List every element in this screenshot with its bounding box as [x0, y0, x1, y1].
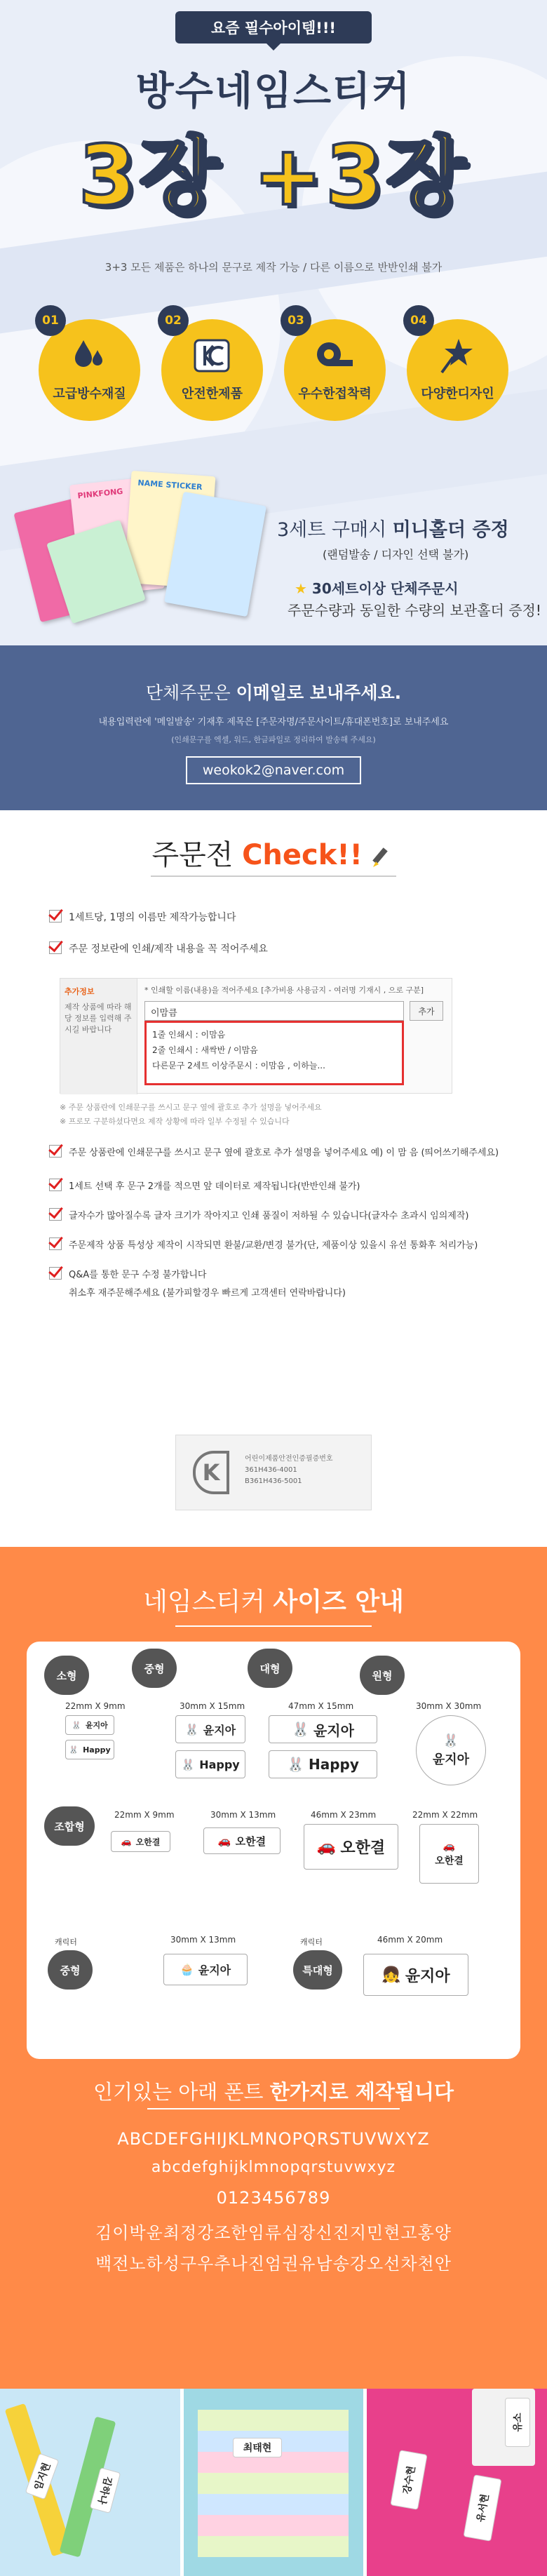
sticker-sets-image	[15, 459, 275, 624]
car-icon: 🚗	[121, 1837, 132, 1846]
check-mark-icon	[49, 1208, 62, 1221]
check-item: 글자수가 많아질수록 글자 크기가 작아지고 인쇄 품질이 저하될 수 있습니다(글자수 초과시 임의제작)	[49, 1208, 468, 1221]
divider	[151, 876, 396, 877]
cupcake-icon: 🧁	[180, 1963, 194, 1976]
feature-label: 안전한제품	[182, 387, 243, 401]
product-photo	[184, 2389, 363, 2576]
feature-number: 03	[281, 305, 311, 336]
sticker-sample: 🐰 윤지아	[65, 1715, 114, 1735]
divider	[147, 2108, 400, 2109]
check-mark-icon	[49, 1145, 62, 1158]
kc-certification	[175, 1435, 372, 1510]
form-header: * 인쇄할 이름(내용)을 적어주세요 [추가비용 사용금지 - 여러명 기재시 , 으로 구분]	[144, 986, 424, 995]
feature-item	[403, 305, 512, 421]
feature-item	[35, 305, 144, 421]
sticker-sample: 👧 윤지아	[363, 1954, 468, 1996]
kc-number: 361H436-4001	[245, 1466, 297, 1474]
add-button[interactable]: 추가	[410, 1001, 443, 1021]
bunny-icon: 🐰	[72, 1720, 81, 1730]
car-icon: 🚗	[443, 1840, 456, 1852]
name-tag: 유소	[505, 2398, 530, 2447]
check-item: Q&A를 통한 문구 수정 불가합니다	[49, 1267, 207, 1280]
size-badge: 소형	[44, 1656, 89, 1695]
product-photo	[0, 2389, 180, 2576]
name-tag: 임지현	[25, 2453, 60, 2500]
sticker-sample: 🧁 윤지아	[163, 1954, 248, 1985]
hero-badge: 요즘 필수아이템!!!	[175, 11, 372, 43]
feature-number: 04	[403, 305, 434, 336]
sticker-sample: 🚗 오한결	[111, 1831, 170, 1852]
feature-list	[35, 305, 512, 424]
check-item: 주문 상품란에 인쇄문구를 쓰시고 문구 옆에 괄호로 추가 설명을 넣어주세요 예) 이 맘 음 (띄어쓰기해주세요)	[49, 1145, 499, 1158]
bunny-icon: 🐰	[287, 1756, 304, 1773]
sticker-set-image: PINKFONG	[69, 476, 165, 597]
size-dimension: 22mm X 9mm	[65, 1701, 126, 1711]
bunny-icon: 🐰	[181, 1757, 196, 1771]
bunny-icon: 🐰	[69, 1745, 79, 1755]
check-item: 주문 정보란에 인쇄/제작 내용을 꼭 적어주세요	[49, 941, 268, 955]
check-mark-icon	[49, 910, 62, 923]
sticker-sample: 🐰 Happy	[175, 1750, 245, 1778]
check-mark-icon	[49, 1267, 62, 1280]
size-dimension: 30mm X 15mm	[180, 1701, 245, 1711]
size-guide-section	[0, 1547, 547, 2389]
bunny-icon: 🐰	[443, 1733, 459, 1748]
sticker-sample: 🐰 윤지아	[175, 1715, 245, 1743]
sticker-set-image: NAME STICKER	[124, 471, 216, 589]
pencil-icon	[372, 845, 396, 868]
sticker-sample: 🐰 Happy	[269, 1750, 377, 1778]
feature-number: 01	[35, 305, 66, 336]
feature-item	[158, 305, 266, 421]
check-extra-note: 취소후 재주문해주세요 (불가피할경우 빠르게 고객센터 연락바랍니다)	[69, 1288, 346, 1299]
promo-title: 3세트 구매시 미니홀더 증정	[277, 519, 509, 541]
kc-label: 어린이제품안전인증필증번호	[245, 1455, 333, 1463]
hero-subtitle: 3+3 모든 제품은 하나의 문구로 제작 가능 / 다른 이름으로 반반인쇄 불가	[104, 261, 443, 274]
hero-section	[0, 0, 547, 754]
font-sample-lower: abcdefghijklmnopqrstuvwxyz	[151, 2159, 396, 2176]
car-icon: 🚗	[316, 1838, 337, 1856]
font-sample-hangul: 백전노하성구우추나진엄권유남송강오선차천안	[95, 2254, 452, 2274]
check-mark-icon	[49, 941, 62, 954]
check-item: 1세트 선택 후 문구 2개를 적으면 앞 데이터로 제작됩니다(반반인쇄 불가)	[49, 1179, 360, 1192]
font-sample-hangul: 김이박윤최정강조한임류심장신진지민현고홍양	[95, 2223, 452, 2243]
size-dimension: 47mm X 15mm	[288, 1701, 354, 1711]
tape-roll-icon	[313, 335, 356, 377]
input-examples: 1줄 인쇄시 : 이맘음 2줄 인쇄시 : 새싹반 / 이맘음 다른문구 2세트 이상주문시 : 이맘음 , 이하늘...	[144, 1021, 404, 1085]
kc-safety-icon	[191, 335, 233, 377]
size-badge: 중형	[132, 1649, 177, 1688]
bunny-icon: 🐰	[184, 1722, 199, 1736]
size-dimension: 22mm X 9mm	[114, 1810, 175, 1820]
size-badge: 특대형	[293, 1950, 342, 1990]
check-title: 주문전 Check!!	[0, 833, 547, 873]
size-dimension: 22mm X 22mm	[412, 1810, 478, 1820]
form-side-info: 추가정보 제작 상품에 따라 해당 정보를 입력해 주시길 바랍니다	[60, 979, 137, 1094]
font-sample-digits: 0123456789	[216, 2188, 331, 2208]
sticker-sample: 🚗 오한결	[203, 1827, 281, 1854]
feature-item	[281, 305, 389, 421]
check-mark-icon	[49, 1179, 62, 1191]
size-prefix: 캐릭터	[300, 1938, 323, 1947]
hero-title: 방수네임스티커	[135, 69, 412, 114]
feature-label: 우수한접착력	[298, 387, 372, 401]
form-note: ※ 프로모 구분하셨다면요 제작 상황에 따라 일부 수정될 수 있습니다	[60, 1117, 290, 1126]
size-badge: 조합형	[44, 1806, 95, 1846]
name-tag: 강수현	[390, 2450, 427, 2510]
size-badge: 원형	[360, 1656, 405, 1695]
check-mark-icon	[49, 1237, 62, 1250]
group-order-note: (인쇄문구를 엑셀, 워드, 한글파일로 정리하여 발송해 주세요)	[171, 735, 376, 744]
feature-label: 고급방수재질	[53, 387, 126, 401]
order-email[interactable]: weokok2@naver.com	[186, 756, 361, 784]
sticker-sample: 🐰 Happy	[65, 1740, 114, 1759]
size-dimension: 46mm X 23mm	[311, 1810, 377, 1820]
check-item: 1세트당, 1명의 이름만 제작가능합니다	[49, 910, 236, 924]
sticker-sample: 🐰 윤지아	[269, 1715, 377, 1743]
size-badge: 중형	[48, 1950, 93, 1990]
name-tag: 김하나	[90, 2467, 121, 2514]
sticker-sample: 🐰 윤지아	[416, 1715, 486, 1785]
name-tag: 최태현	[233, 2438, 282, 2457]
product-photo	[367, 2389, 547, 2576]
kc-logo-icon: K	[193, 1451, 229, 1494]
bunny-icon: 🐰	[292, 1721, 309, 1738]
divider	[175, 1625, 372, 1627]
group-order-instructions: 내용입력란에 '메일발송' 기재후 제목은 [주문자명/주문사이트/휴대폰번호]로 보내주세요	[98, 717, 449, 727]
size-dimension: 30mm X 13mm	[170, 1935, 236, 1945]
size-card	[27, 1642, 520, 2059]
hero-promo-text: 3장 +3장	[78, 127, 469, 224]
size-dimension: 30mm X 13mm	[210, 1810, 276, 1820]
star-wand-icon	[436, 335, 478, 377]
water-drops-icon	[68, 335, 110, 377]
size-dimension: 46mm X 20mm	[377, 1935, 443, 1945]
feature-label: 다양한디자인	[421, 387, 494, 401]
size-dimension: 30mm X 30mm	[416, 1701, 482, 1711]
promo-group-order: ★ 30세트이상 단체주문시	[295, 580, 459, 597]
sticker-sample: 🚗 오한결	[304, 1824, 398, 1870]
size-prefix: 캐릭터	[55, 1938, 77, 1947]
name-tag: 유서현	[463, 2474, 501, 2542]
form-note: ※ 주문 상품란에 인쇄문구를 쓰시고 문구 옆에 괄호로 추가 설명을 넣어주세요	[60, 1103, 322, 1112]
kc-number: B361H436-5001	[245, 1477, 302, 1485]
order-form-example	[60, 978, 452, 1094]
fonts-title: 인기있는 아래 폰트 한가지로 제작됩니다	[93, 2080, 454, 2104]
sticker-sample: 🚗 오한결	[419, 1824, 479, 1884]
size-title: 네임스티커 사이즈 안내	[143, 1588, 404, 1616]
size-badge: 대형	[248, 1649, 292, 1688]
check-item: 주문제작 상품 특성상 제작이 시작되면 환불/교환/변경 불가(단, 제품이상 있을시 유선 통화후 처리가능)	[49, 1237, 478, 1251]
feature-number: 02	[158, 305, 189, 336]
group-order-title: 단체주문은 이메일로 보내주세요.	[145, 683, 402, 703]
font-sample-upper: ABCDEFGHIJKLMNOPQRSTUVWXYZ	[117, 2129, 430, 2149]
car-icon: 🚗	[217, 1834, 231, 1847]
promo-holder-gift: 주문수량과 동일한 수량의 보관홀더 증정!	[288, 602, 541, 619]
name-input[interactable]: 이맘큼	[144, 1001, 404, 1021]
promo-subtitle: (랜덤발송 / 디자인 선택 불가)	[323, 548, 469, 561]
group-order-band	[0, 645, 547, 810]
girl-character-icon: 👧	[381, 1966, 401, 1984]
